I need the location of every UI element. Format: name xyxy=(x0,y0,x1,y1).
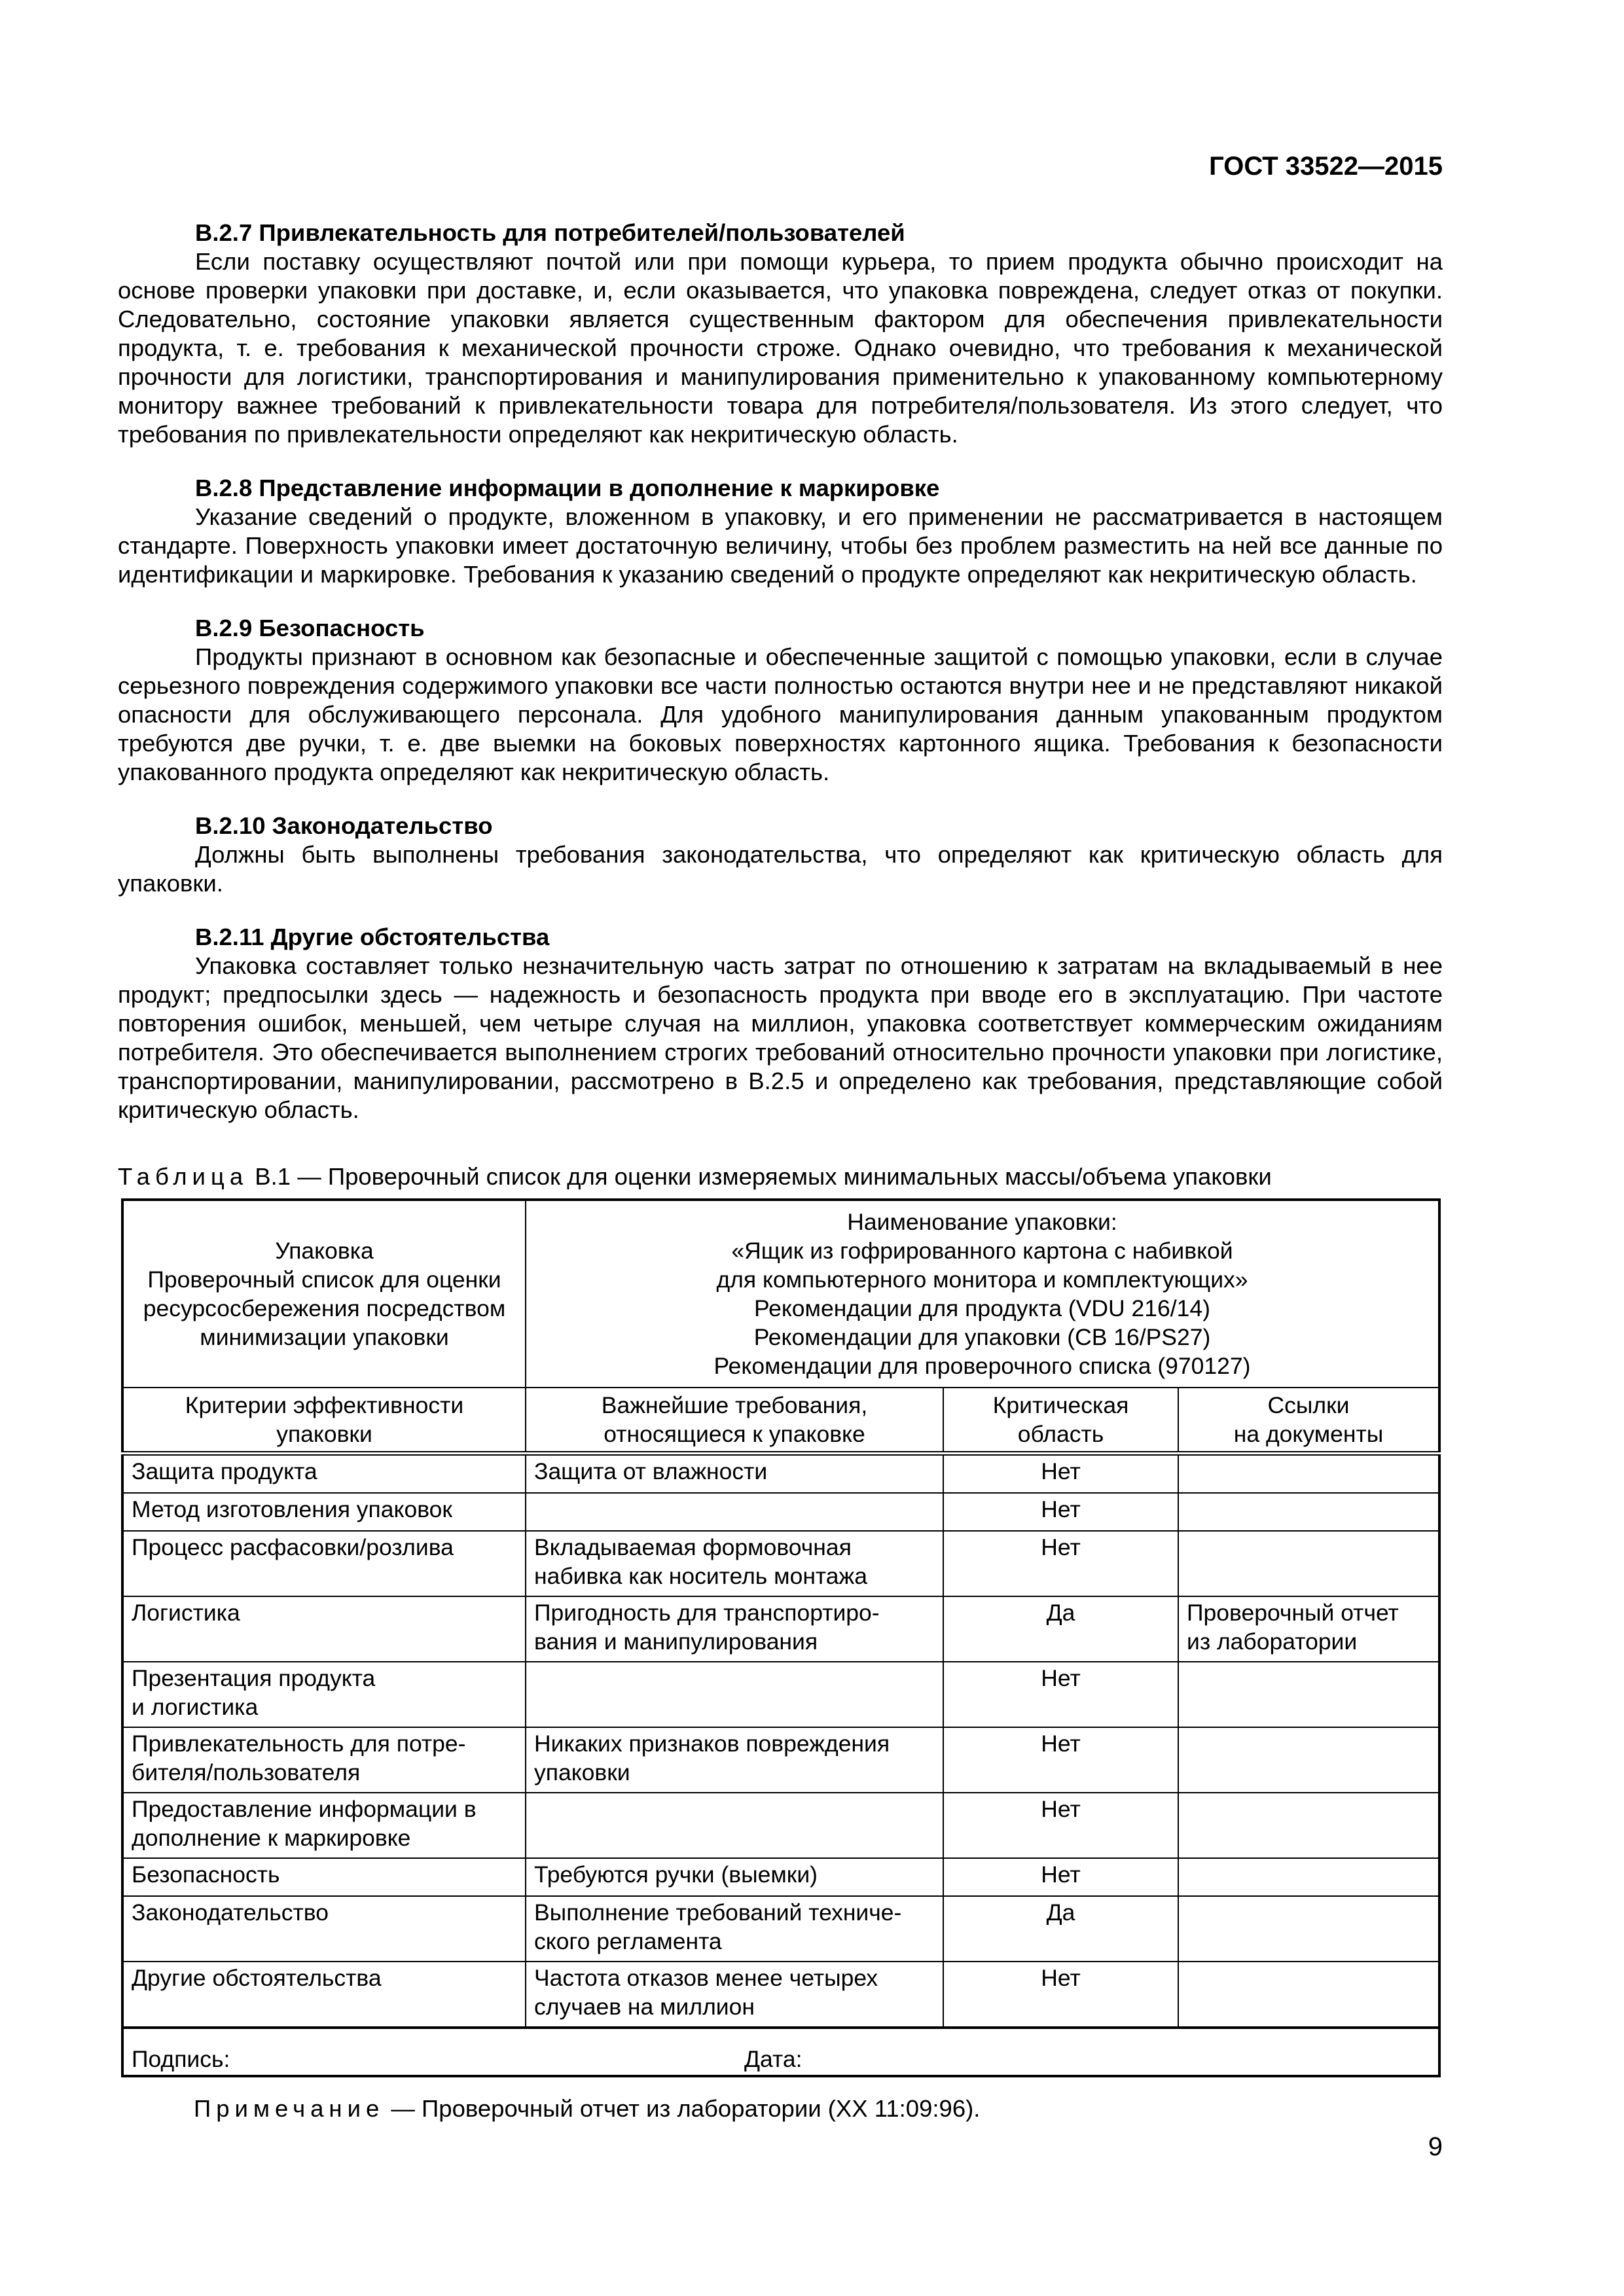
critical-area-cell: Нет xyxy=(943,1962,1178,2028)
reference-cell: Проверочный отчет из лаборатории xyxy=(1178,1596,1439,1662)
section-b29 xyxy=(118,614,1443,787)
reference-cell xyxy=(1178,1727,1439,1793)
criterion-cell: Законодательство xyxy=(122,1896,526,1962)
criterion-cell: Защита продукта xyxy=(122,1454,526,1494)
criterion-cell: Другие обстоятельства xyxy=(122,1962,526,2028)
table-row xyxy=(122,1662,1439,1727)
criterion-cell: Предоставление информации в дополнение к маркировке xyxy=(122,1793,526,1858)
critical-area-cell: Нет xyxy=(943,1493,1178,1531)
section-heading: В.2.9 Безопасность xyxy=(195,615,425,641)
table-row xyxy=(122,1454,1439,1494)
table-row xyxy=(122,1493,1439,1531)
reference-cell xyxy=(1178,1493,1439,1531)
section-heading: В.2.10 Законодательство xyxy=(195,812,493,839)
critical-area-cell: Нет xyxy=(943,1727,1178,1793)
page-number: 9 xyxy=(1428,2132,1443,2161)
reference-cell xyxy=(1178,1793,1439,1858)
critical-area-cell: Нет xyxy=(943,1531,1178,1596)
column-header: Критическая область xyxy=(943,1388,1178,1454)
note-text: — Проверочный отчет из лаборатории (XX 11:09:96). xyxy=(384,2095,981,2122)
section-text: Продукты признают в основном как безопасные и обеспеченные защитой с помощью упаковки, если в случае серьезного повреждения содержимого упаковки все части полностью остаются внутри нее и не представляют никакой опасности для обслуживающего персонала. Для удобного манипулирования данным упакованным продуктом требуются две ручки, т. е. две выемки на боковых поверхностях картонного ящика. Требования к безопасности упакованного продукта определяют как некритическую область. xyxy=(118,643,1443,785)
reference-cell xyxy=(1178,1858,1439,1896)
critical-area-cell: Нет xyxy=(943,1454,1178,1494)
table-note xyxy=(194,2094,980,2123)
reference-cell xyxy=(1178,1454,1439,1494)
section-text: Должны быть выполнены требования законодательства, что определяют как критическую область для упаковки. xyxy=(118,841,1443,897)
table-row xyxy=(122,1596,1439,1662)
table-row xyxy=(122,1896,1439,1962)
table-caption xyxy=(118,1162,1272,1191)
table-caption-text: В.1 — Проверочный список для оценки измеряемых минимальных массы/объема упаковки xyxy=(248,1163,1272,1190)
reference-cell xyxy=(1178,1896,1439,1962)
table-column-headers xyxy=(122,1388,1439,1454)
section-heading: В.2.8 Представление информации в дополнение к маркировке xyxy=(195,475,940,501)
header-packaging-name: Наименование упаковки: «Ящик из гофрированного картона с набивкой для компьютерного монитора и комплектующих» Рекомендации для продукта (VDU 216/14) Рекомендации для упаковки (CB 16/PS27) Рекомендации для проверочного списка (970127) xyxy=(526,1200,1439,1388)
critical-area-cell: Нет xyxy=(943,1662,1178,1727)
requirement-cell xyxy=(526,1493,943,1531)
reference-cell xyxy=(1178,1531,1439,1596)
document-body xyxy=(118,219,1443,1149)
section-b28 xyxy=(118,474,1443,589)
table-row xyxy=(122,1531,1439,1596)
criterion-cell: Привлекательность для потре- бителя/пользователя xyxy=(122,1727,526,1793)
table-header-row xyxy=(122,1200,1439,1388)
section-b27 xyxy=(118,219,1443,449)
column-header: Важнейшие требования, относящиеся к упаковке xyxy=(526,1388,943,1454)
criterion-cell: Процесс расфасовки/розлива xyxy=(122,1531,526,1596)
requirement-cell: Требуются ручки (выемки) xyxy=(526,1858,943,1896)
reference-cell xyxy=(1178,1662,1439,1727)
critical-area-cell: Нет xyxy=(943,1858,1178,1896)
column-header: Критерии эффективности упаковки xyxy=(122,1388,526,1454)
critical-area-cell: Да xyxy=(943,1596,1178,1662)
date-label: Дата: xyxy=(744,2046,803,2072)
requirement-cell: Частота отказов менее четырех случаев на миллион xyxy=(526,1962,943,2028)
signature-row xyxy=(122,2028,1439,2076)
reference-cell xyxy=(1178,1962,1439,2028)
requirement-cell: Защита от влажности xyxy=(526,1454,943,1494)
requirement-cell: Никаких признаков повреждения упаковки xyxy=(526,1727,943,1793)
section-text: Если поставку осуществляют почтой или при помощи курьера, то прием продукта обычно происходит на основе проверки упаковки при доставке, и, если оказывается, что упаковка повреждена, следует отказ от покупки. Следовательно, состояние упаковки является существенным фактором для обеспечения привлекательности продукта, т. е. требования к механической прочности строже. Однако очевидно, что требования к механической прочности для логистики, транспортирования и манипулирования применительно к упакованному компьютерному монитору важнее требований к привлекательности товара для потребителя/пользователя. Из этого следует, что требования по привлекательности определяют как некритическую область. xyxy=(118,248,1443,448)
criterion-cell: Логистика xyxy=(122,1596,526,1662)
table-caption-label: Таблица xyxy=(118,1163,249,1190)
signature-cell xyxy=(122,2028,1439,2076)
requirement-cell: Пригодность для транспортиро- вания и манипулирования xyxy=(526,1596,943,1662)
signature-label: Подпись: xyxy=(132,2046,230,2072)
section-b211 xyxy=(118,923,1443,1124)
section-text: Указание сведений о продукте, вложенном в упаковку, и его применении не рассматривается в настоящем стандарте. Поверхность упаковки имеет достаточную величину, чтобы без проблем разместить на ней все данные по идентификации и маркировке. Требования к указанию сведений о продукте определяют как некритическую область. xyxy=(118,503,1443,588)
criterion-cell: Презентация продукта и логистика xyxy=(122,1662,526,1727)
requirement-cell: Вкладываемая формовочная набивка как носитель монтажа xyxy=(526,1531,943,1596)
header-packaging: Упаковка Проверочный список для оценки ресурсосбережения посредством минимизации упаковки xyxy=(122,1200,526,1388)
table-row xyxy=(122,1727,1439,1793)
section-text: Упаковка составляет только незначительную часть затрат по отношению к затратам на вкладываемый в нее продукт; предпосылки здесь — надежность и безопасность продукта при вводе его в эксплуатацию. При частоте повторения ошибок, меньшей, чем четыре случая на миллион, упаковка соответствует коммерческим ожиданиям потребителя. Это обеспечивается выполнением строгих требований относительно прочности упаковки при логистике, транспортировании, манипулировании, рассмотрено в В.2.5 и определено как требования, представляющие собой критическую область. xyxy=(118,952,1443,1123)
note-label: Примечание xyxy=(194,2095,385,2122)
table-row xyxy=(122,1858,1439,1896)
table-row xyxy=(122,1962,1439,2028)
criterion-cell: Безопасность xyxy=(122,1858,526,1896)
requirement-cell xyxy=(526,1662,943,1727)
critical-area-cell: Да xyxy=(943,1896,1178,1962)
section-heading: В.2.7 Привлекательность для потребителей/пользователей xyxy=(195,219,905,246)
critical-area-cell: Нет xyxy=(943,1793,1178,1858)
section-b210 xyxy=(118,812,1443,898)
section-heading: В.2.11 Другие обстоятельства xyxy=(195,924,550,950)
requirement-cell xyxy=(526,1793,943,1858)
standard-number: ГОСТ 33522—2015 xyxy=(1209,152,1443,181)
column-header: Ссылки на документы xyxy=(1178,1388,1439,1454)
criterion-cell: Метод изготовления упаковок xyxy=(122,1493,526,1531)
requirement-cell: Выполнение требований техниче- ского регламента xyxy=(526,1896,943,1962)
table-row xyxy=(122,1793,1439,1858)
checklist-table xyxy=(121,1198,1441,2077)
